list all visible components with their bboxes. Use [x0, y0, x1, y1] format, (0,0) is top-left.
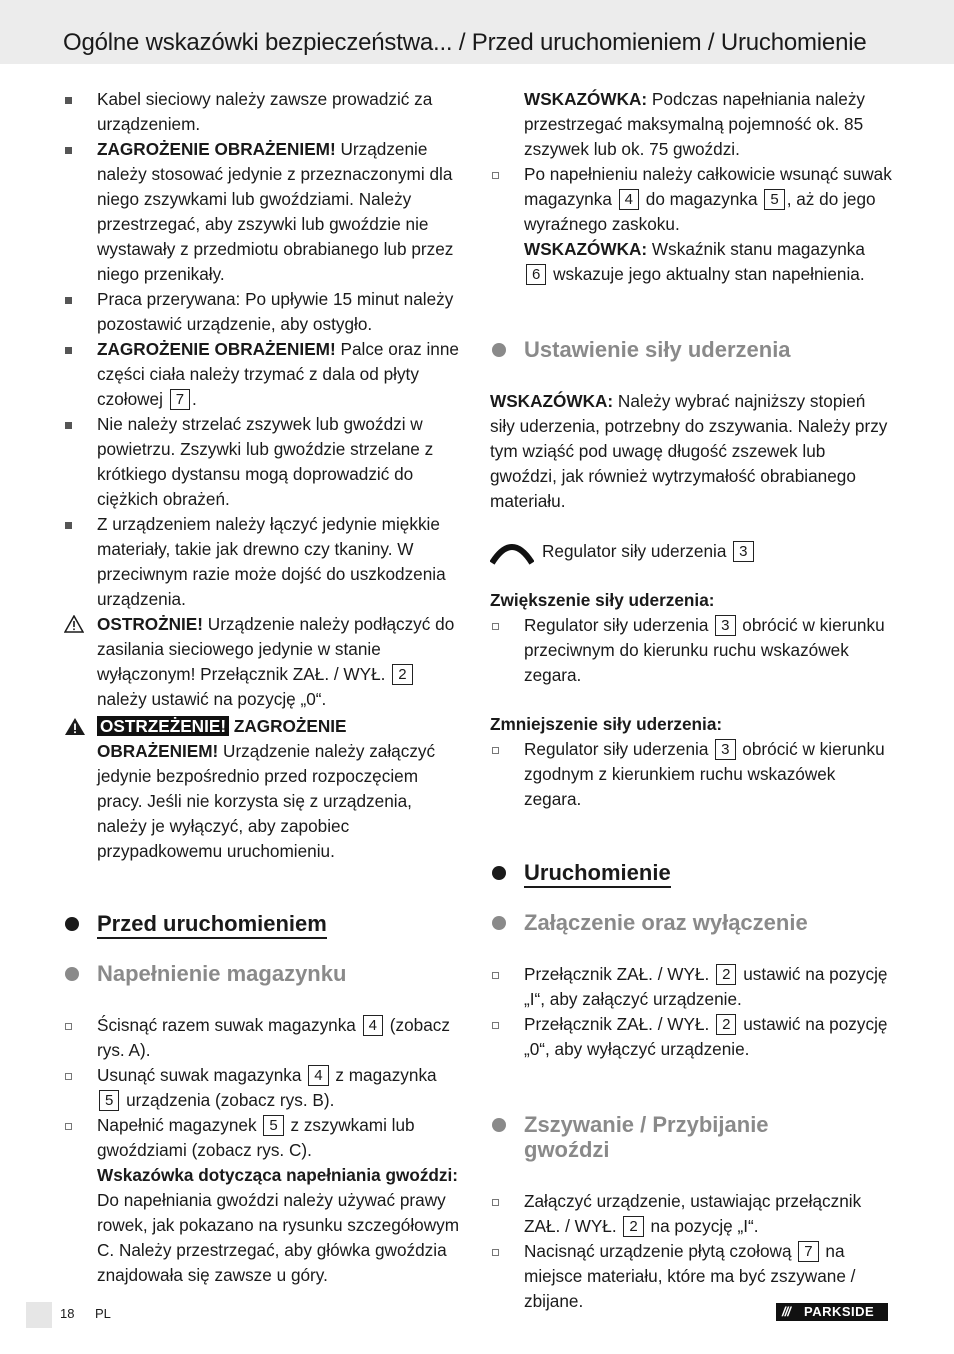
subsection-heading-force: [490, 337, 892, 362]
square-bullet-icon: [65, 422, 72, 429]
fill-step: [63, 1113, 465, 1163]
step-text: ustawić na pozycję „I“, aby załączyć urządzenie.: [524, 964, 888, 1009]
part-reference: 7: [798, 1241, 818, 1262]
safety-text: Nie należy strzelać zszywek lub gwoździ w powietrzu. Zszywki lub gwoździe strzelane z krótkiego dystansu mogą doprowadzić do ciężkich obrażeń.: [97, 414, 434, 509]
onoff-step: [490, 962, 892, 1012]
part-reference: 3: [715, 739, 735, 760]
step-checkbox-icon: [65, 1023, 72, 1030]
increase-title: Zwiększenie siły uderzenia:: [490, 590, 715, 610]
regulator-text: Regulator siły uderzenia: [542, 541, 732, 561]
danger-label: ZAGROŻENIE OBRAŻENIEM!: [97, 716, 347, 761]
square-bullet-icon: [65, 297, 72, 304]
page-corner-marker: [26, 1302, 52, 1328]
parkside-logo: [776, 1303, 888, 1321]
warning-text: Urządzenie należy załączyć jedynie bezpośrednio przed rozpoczęciem pracy. Jeśli nie korzysta się z urządzenia, należy je wyłączyć, aby zapobiec przypadkowemu uruchomieniu.: [97, 741, 436, 861]
onoff-step: [490, 1012, 892, 1062]
warning-triangle-icon: [64, 615, 84, 640]
fill-step: [490, 162, 892, 237]
part-reference: 2: [392, 664, 412, 685]
increase-heading: [490, 588, 892, 613]
step-text: Usunąć suwak magazynka: [97, 1065, 307, 1085]
step-text: Nacisnąć urządzenie płytą czołową: [524, 1241, 797, 1261]
language-code: PL: [95, 1306, 111, 1321]
warning-tag: OSTRZEŻENIE!: [97, 716, 229, 736]
section-dot-icon: [65, 917, 79, 931]
force-note: [490, 389, 892, 514]
step-text: Po napełnieniu należy całkowicie wsunąć suwak magazynka: [524, 164, 892, 209]
square-bullet-icon: [65, 147, 72, 154]
danger-label: ZAGROŻENIE OBRAŻENIEM!: [97, 339, 336, 359]
step-text: z magazynka: [330, 1065, 437, 1085]
note-text: Do napełniania gwoździ należy używać prawy rowek, jak pokazano na rysunku szczegółowym C. Należy przestrzegać, aby główka gwoździa znajdowała się zawsze u góry.: [97, 1190, 460, 1285]
page-title: Ogólne wskazówki bezpieczeństwa... / Przed uruchomieniem / Uruchomienie: [63, 29, 867, 56]
step-text: , aż do jego wyraźnego zaskoku.: [524, 189, 876, 234]
square-bullet-icon: [65, 97, 72, 104]
safety-item: [63, 87, 465, 137]
caution-label: OSTROŻNIE!: [97, 614, 203, 634]
caution-text-tail: należy ustawić na pozycję „0“.: [97, 689, 327, 709]
logo-stripes: ///: [782, 1304, 790, 1319]
step-checkbox-icon: [492, 172, 499, 179]
step-text: z zszywkami lub gwoździami (zobacz rys. C).: [97, 1115, 415, 1160]
part-reference: 4: [619, 189, 639, 210]
step-text: (zobacz rys. A).: [97, 1015, 450, 1060]
step-text: ustawić na pozycję „0“, aby wyłączyć urządzenie.: [524, 1014, 888, 1059]
logo-text: PARKSIDE: [804, 1304, 875, 1319]
note-label: WSKAZÓWKA:: [524, 239, 648, 259]
part-reference: 5: [99, 1090, 119, 1111]
section-dot-icon: [492, 866, 506, 880]
safety-item: [63, 337, 465, 412]
regulator-legend: [490, 539, 892, 564]
subsection-heading-fill: [63, 961, 465, 986]
caution-text: Urządzenie należy podłączyć do zasilania sieciowego jedynie w stanie wyłączonym! Przełącznik ZAŁ. / WYŁ.: [97, 614, 455, 684]
part-reference: 3: [715, 615, 735, 636]
part-reference: 4: [363, 1015, 383, 1036]
section-dot-icon: [65, 967, 79, 981]
section-heading-text: Przed uruchomieniem: [97, 911, 327, 939]
subsection-heading-text: Napełnienie magazynku: [97, 961, 347, 986]
step-checkbox-icon: [492, 747, 499, 754]
subsection-heading-text: Ustawienie siły uderzenia: [524, 337, 791, 362]
part-reference: 4: [308, 1065, 328, 1086]
section-heading-before-start: [63, 911, 465, 936]
subsection-heading-text: Załączenie oraz wyłączenie: [524, 910, 808, 935]
part-reference: 2: [716, 1014, 736, 1035]
step-text: na pozycję „I“.: [645, 1216, 759, 1236]
step-text: do magazynka: [641, 189, 763, 209]
indicator-note: [490, 237, 892, 287]
note-text: Podczas napełniania należy przestrzegać maksymalną pojemność ok. 85 zszywek lub ok. 75 gwoździ.: [524, 89, 866, 159]
step-checkbox-icon: [492, 1022, 499, 1029]
section-heading-start: [490, 860, 892, 885]
part-reference: 5: [263, 1115, 283, 1136]
section-dot-icon: [492, 343, 506, 357]
note-text: Wskaźnik stanu magazynka: [647, 239, 865, 259]
part-reference: 6: [526, 264, 546, 285]
capacity-note: [490, 87, 892, 162]
section-dot-icon: [492, 916, 506, 930]
part-reference: 5: [764, 189, 784, 210]
subsection-heading-stapling: [490, 1112, 854, 1162]
part-reference: 7: [170, 389, 190, 410]
safety-item: [63, 137, 465, 287]
safety-text: Palce oraz inne części ciała należy trzymać z dala od płyty czołowej: [97, 339, 459, 409]
section-dot-icon: [492, 1118, 506, 1132]
part-reference: 2: [716, 964, 736, 985]
increase-step: [490, 613, 892, 688]
note-text: Należy wybrać najniższy stopień siły uderzenia, potrzebny do zszywania. Należy przy tym wziąść pod uwagę długość zszewek lub gwoździ, jak również wytrzymałość obrabianego materiału.: [490, 391, 888, 511]
staple-step: [490, 1189, 892, 1239]
note-text: wskazuje jego aktualny stan napełnienia.: [548, 264, 865, 284]
safety-item: [63, 412, 465, 512]
part-reference: 3: [733, 541, 753, 562]
step-text: Przełącznik ZAŁ. / WYŁ.: [524, 964, 715, 984]
subsection-heading-text: Zszywanie / Przybijanie gwoździ: [524, 1112, 769, 1162]
right-column: [490, 87, 892, 1314]
safety-text-tail: .: [192, 389, 197, 409]
step-text: Załączyć urządzenie, ustawiając przełącznik ZAŁ. / WYŁ.: [524, 1191, 862, 1236]
warning-item: [63, 714, 465, 864]
step-checkbox-icon: [492, 1199, 499, 1206]
step-checkbox-icon: [492, 623, 499, 630]
safety-text: Urządzenie należy stosować jedynie z przeznaczonymi dla niego zszywkami lub gwoździami. Należy przestrzegać, aby zszywki lub gwoździe nie wystawały z przedmiotu obrabianego lub przez niego przenikały.: [97, 139, 454, 284]
caution-item: [63, 612, 465, 712]
step-text: obrócić w kierunku przeciwnym do kierunku ruchu wskazówek zegara.: [524, 615, 885, 685]
step-text: urządzenia (zobacz rys. B).: [121, 1090, 335, 1110]
step-text: Regulator siły uderzenia: [524, 615, 714, 635]
step-text: Regulator siły uderzenia: [524, 739, 714, 759]
step-text: na miejsce materiału, które ma być zszywane / zbijane.: [524, 1241, 856, 1311]
danger-label: ZAGROŻENIE OBRAŻENIEM!: [97, 139, 336, 159]
note-label: Wskazówka dotycząca napełniania gwoździ:: [97, 1165, 459, 1185]
safety-text: Kabel sieciowy należy zawsze prowadzić za urządzeniem.: [97, 89, 433, 134]
page-header: [0, 0, 954, 64]
step-text: obrócić w kierunku zgodnym z kierunkiem ruchu wskazówek zegara.: [524, 739, 885, 809]
left-column: [63, 87, 465, 1288]
decrease-title: Zmniejszenie siły uderzenia:: [490, 714, 723, 734]
page-number: 18: [60, 1306, 75, 1321]
step-checkbox-icon: [65, 1073, 72, 1080]
part-reference: 2: [623, 1216, 643, 1237]
square-bullet-icon: [65, 522, 72, 529]
decrease-heading: [490, 712, 892, 737]
note-label: WSKAZÓWKA:: [524, 89, 648, 109]
section-heading-text: Uruchomienie: [524, 860, 671, 888]
step-text: Napełnić magazynek: [97, 1115, 262, 1135]
subsection-heading-onoff: [490, 910, 892, 935]
nail-note: [63, 1163, 465, 1288]
note-label: WSKAZÓWKA:: [490, 391, 614, 411]
safety-item: [63, 287, 465, 337]
step-checkbox-icon: [492, 972, 499, 979]
safety-text: Z urządzeniem należy łączyć jedynie miękkie materiały, takie jak drewno czy tkaniny. W przeciwnym razie może dojść do uszkodzenia urządzenia.: [97, 514, 446, 609]
step-text: Ścisnąć razem suwak magazynka: [97, 1015, 361, 1035]
square-bullet-icon: [65, 347, 72, 354]
step-checkbox-icon: [65, 1123, 72, 1130]
step-checkbox-icon: [492, 1249, 499, 1256]
fill-step: [63, 1013, 465, 1063]
safety-text: Praca przerywana: Po upływie 15 minut należy pozostawić urządzenie, aby ostygło.: [97, 289, 454, 334]
decrease-step: [490, 737, 892, 812]
fill-step: [63, 1063, 465, 1113]
step-text: Przełącznik ZAŁ. / WYŁ.: [524, 1014, 715, 1034]
force-regulator-icon: [490, 539, 534, 572]
warning-filled-triangle-icon: [64, 717, 86, 743]
safety-item: [63, 512, 465, 612]
